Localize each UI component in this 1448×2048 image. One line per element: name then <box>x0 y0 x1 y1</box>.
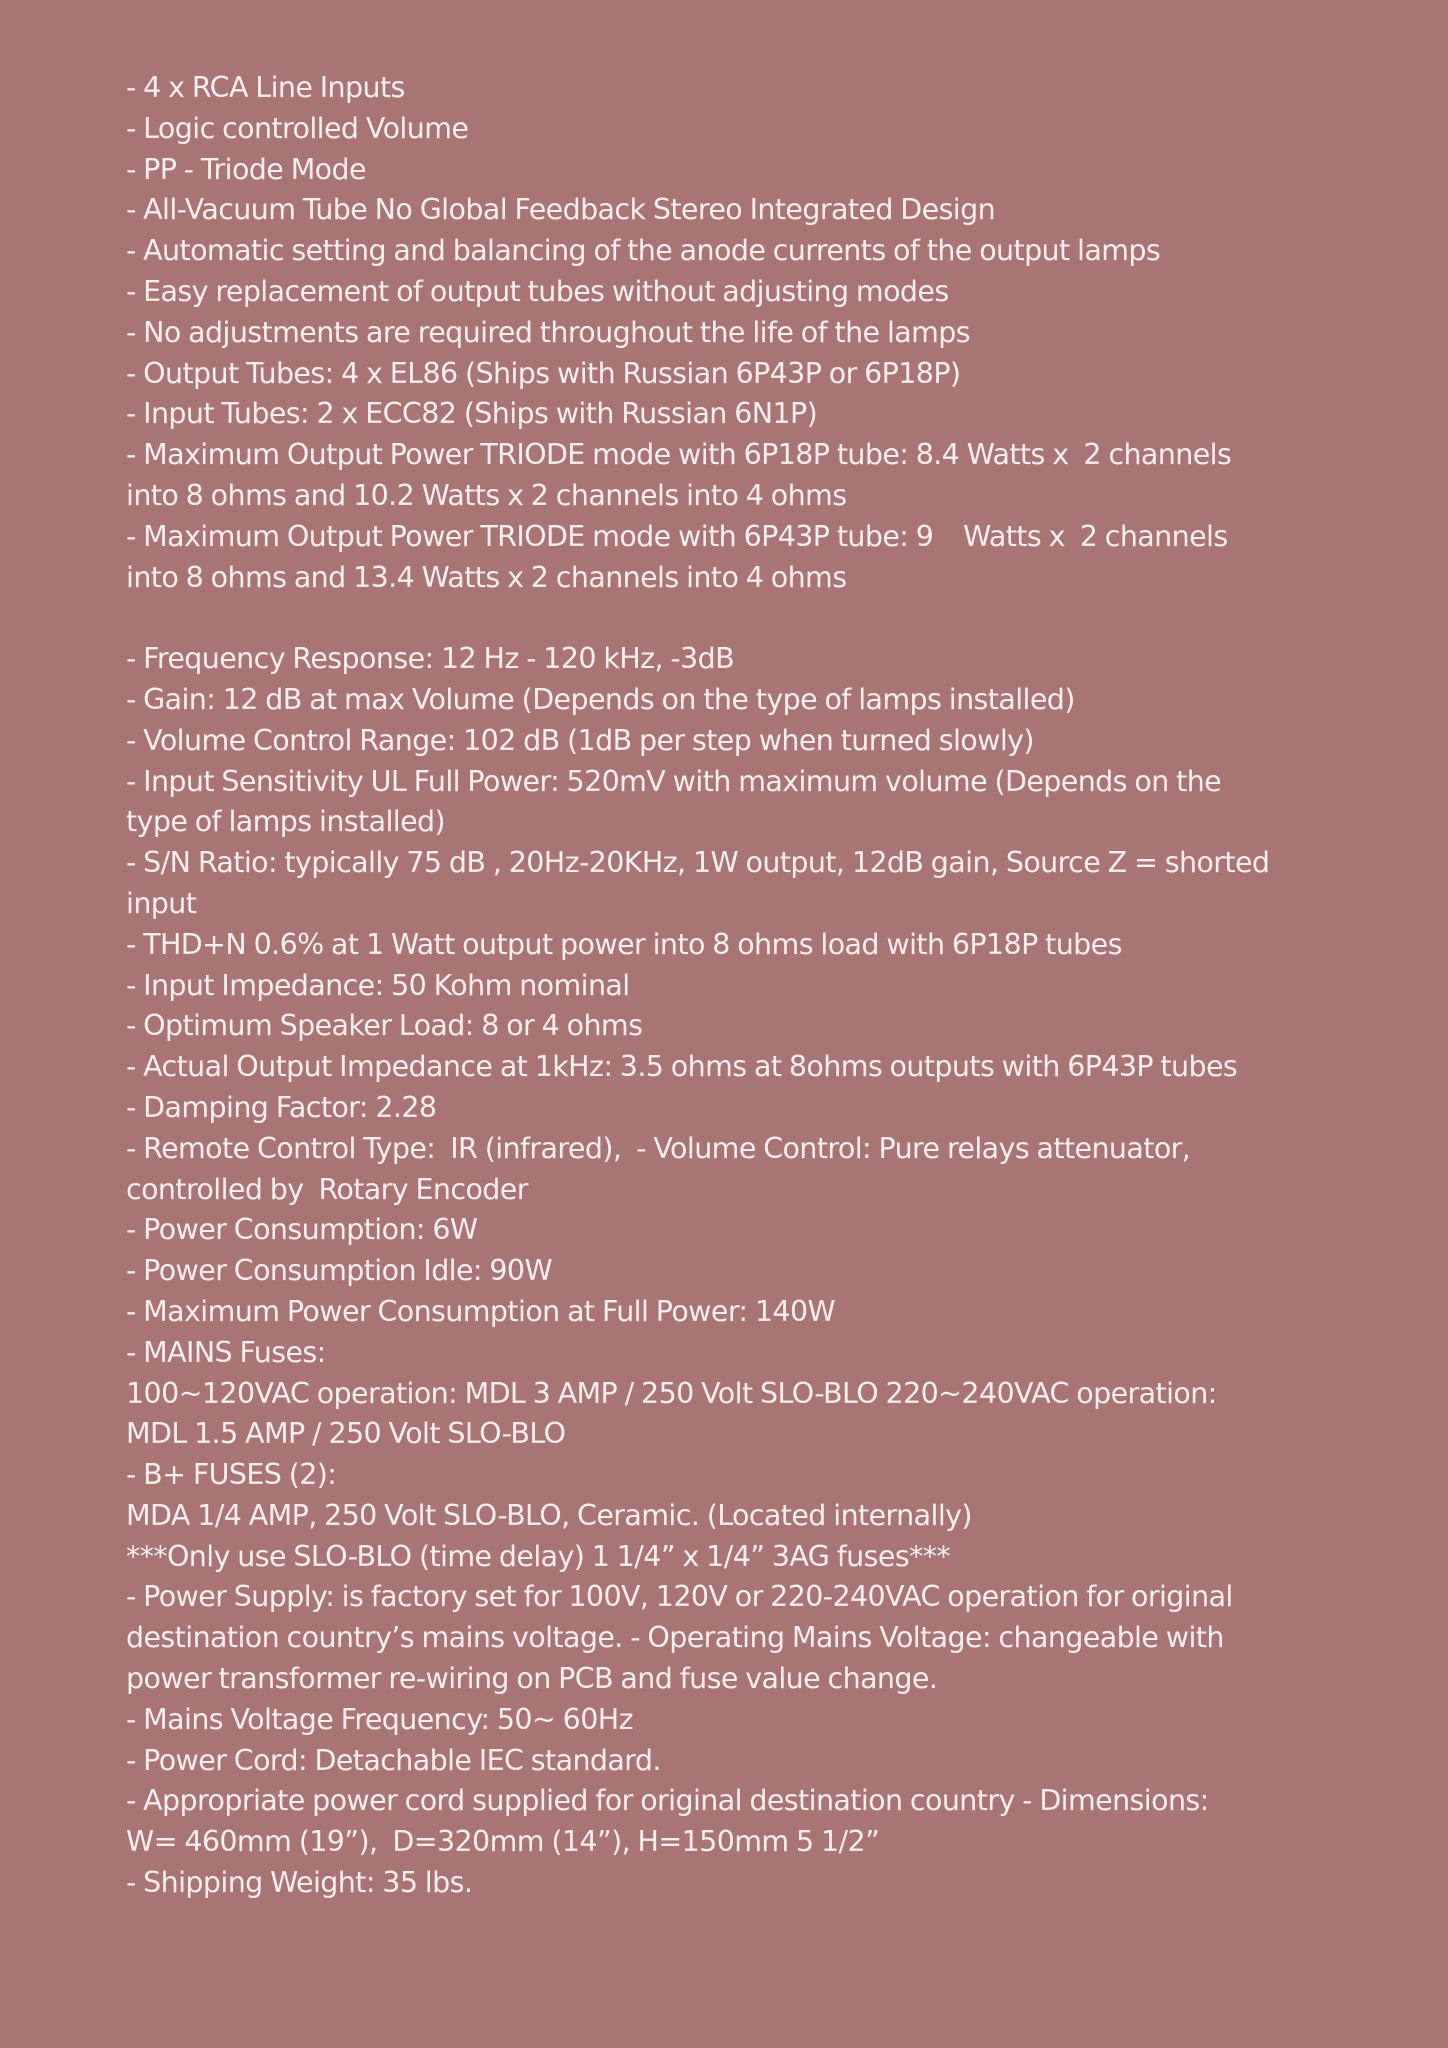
spec-line: type of lamps installed) <box>126 805 446 839</box>
spec-line: - THD+N 0.6% at 1 Watt output power into 8 ohms load with 6P18P tubes <box>126 927 1122 961</box>
spec-line: - Maximum Output Power TRIODE mode with 6P18P tube: 8.4 Watts x 2 channels <box>126 438 1232 472</box>
spec-line: into 8 ohms and 13.4 Watts x 2 channels into 4 ohms <box>126 560 847 594</box>
spec-line: - Output Tubes: 4 x EL86 (Ships with Russian 6P43P or 6P18P) <box>126 356 961 390</box>
spec-line: MDL 1.5 AMP / 250 Volt SLO-BLO <box>126 1417 566 1451</box>
spec-line: - No adjustments are required throughout the life of the lamps <box>126 315 971 349</box>
spec-line: W= 460mm (19”), D=320mm (14”), H=150mm 5 1/2” <box>126 1825 880 1859</box>
spec-line: - Easy replacement of output tubes without adjusting modes <box>126 274 949 308</box>
spec-line: - Frequency Response: 12 Hz - 120 kHz, -3dB <box>126 642 735 676</box>
blank-line <box>126 598 1336 639</box>
spec-line: - MAINS Fuses: <box>126 1335 326 1369</box>
spec-line: - Power Cord: Detachable IEC standard. <box>126 1743 661 1777</box>
spec-line: MDA 1/4 AMP, 250 Volt SLO-BLO, Ceramic. (Located internally) <box>126 1498 972 1532</box>
spec-line: - PP - Triode Mode <box>126 152 366 186</box>
spec-line: power transformer re-wiring on PCB and fuse value change. <box>126 1662 938 1696</box>
spec-line: - S/N Ratio: typically 75 dB , 20Hz-20KHz, 1W output, 12dB gain, Source Z = shorted <box>126 846 1270 880</box>
spec-line: - Input Impedance: 50 Kohm nominal <box>126 968 630 1002</box>
spec-line: - Volume Control Range: 102 dB (1dB per step when turned slowly) <box>126 723 1034 757</box>
spec-line: - Maximum Output Power TRIODE mode with 6P43P tube: 9 Watts x 2 channels <box>126 519 1228 553</box>
spec-line: - Actual Output Impedance at 1kHz: 3.5 ohms at 8ohms outputs with 6P43P tubes <box>126 1050 1238 1084</box>
spec-line: - Shipping Weight: 35 lbs. <box>126 1866 473 1900</box>
spec-line: destination country’s mains voltage. - Operating Mains Voltage: changeable with <box>126 1621 1224 1655</box>
spec-line: - Appropriate power cord supplied for original destination country - Dimensions: <box>126 1784 1209 1818</box>
spec-line: - Remote Control Type: IR (infrared), - Volume Control: Pure relays attenuator, <box>126 1131 1191 1165</box>
spec-list <box>126 68 1336 1904</box>
spec-line: 100~120VAC operation: MDL 3 AMP / 250 Volt SLO-BLO 220~240VAC operation: <box>126 1376 1217 1410</box>
spec-line: - Logic controlled Volume <box>126 111 469 145</box>
spec-line: - Gain: 12 dB at max Volume (Depends on the type of lamps installed) <box>126 682 1075 716</box>
spec-line: - B+ FUSES (2): <box>126 1458 337 1492</box>
spec-line: - Damping Factor: 2.28 <box>126 1090 437 1124</box>
spec-line: - Maximum Power Consumption at Full Power: 140W <box>126 1294 836 1328</box>
spec-line: - Mains Voltage Frequency: 50~ 60Hz <box>126 1702 633 1736</box>
spec-line: - Automatic setting and balancing of the anode currents of the output lamps <box>126 234 1161 268</box>
spec-line: - Power Consumption: 6W <box>126 1213 478 1247</box>
spec-line: - Optimum Speaker Load: 8 or 4 ohms <box>126 1009 643 1043</box>
spec-line: - Input Sensitivity UL Full Power: 520mV with maximum volume (Depends on the <box>126 764 1222 798</box>
spec-line: - Power Consumption Idle: 90W <box>126 1254 553 1288</box>
spec-line: into 8 ohms and 10.2 Watts x 2 channels into 4 ohms <box>126 478 847 512</box>
spec-line: - 4 x RCA Line Inputs <box>126 71 405 104</box>
spec-line: ***Only use SLO-BLO (time delay) 1 1/4” x 1/4” 3AG fuses*** <box>126 1539 951 1573</box>
spec-line: input <box>126 886 197 920</box>
spec-line: - Power Supply: is factory set for 100V, 120V or 220-240VAC operation for original <box>126 1580 1233 1614</box>
spec-line: - All-Vacuum Tube No Global Feedback Stereo Integrated Design <box>126 193 996 227</box>
spec-line: controlled by Rotary Encoder <box>126 1172 528 1206</box>
spec-line: - Input Tubes: 2 x ECC82 (Ships with Russian 6N1P) <box>126 397 818 431</box>
